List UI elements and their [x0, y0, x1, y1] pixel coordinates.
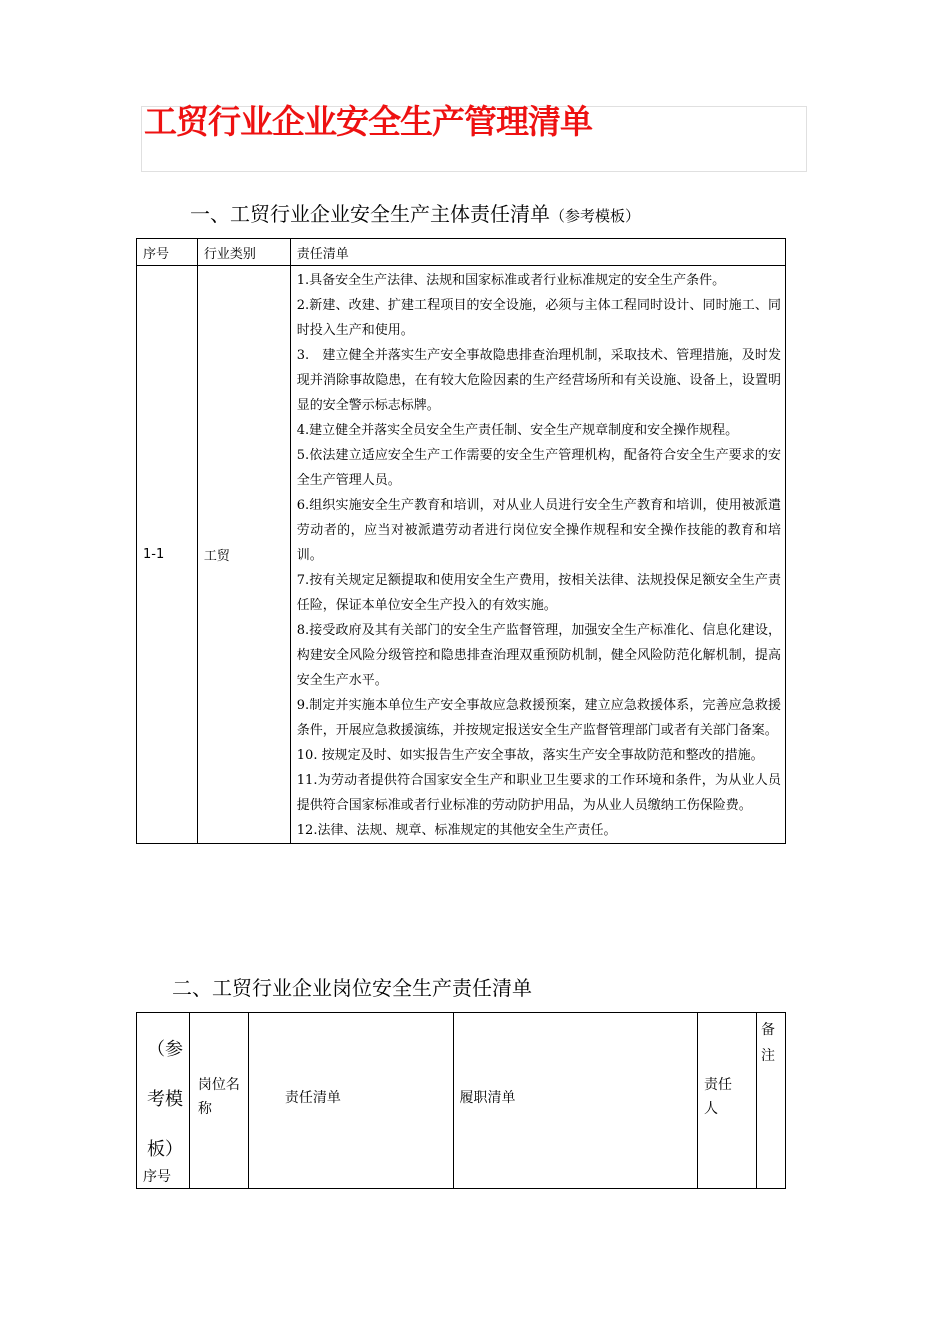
duty-item-6: 6.组织实施安全生产教育和培训，对从业人员进行安全生产教育和培训，使用被派遣劳动者的，应当对被派遣劳动者进行岗位安全操作规程和安全操作技能的教育和培训。 [296, 498, 781, 563]
section1-heading [190, 198, 640, 227]
seq-note-line-1: （参 [147, 1039, 183, 1060]
header-person: 责任人 [698, 1013, 757, 1189]
duty-item-8: 8.接受政府及其有关部门的安全生产监督管理，加强安全生产标准化、信息化建设，构建安全风险分级管控和隐患排查治理双重预防机制，健全风险防范化解机制，提高安全生产水平。 [296, 623, 781, 688]
header-perform-list: 履职清单 [453, 1013, 698, 1189]
header-duty-list: 责任清单 [290, 239, 785, 266]
header-post-name: 岗位名称 [189, 1013, 248, 1189]
seq-note-line-2: 考模 [147, 1089, 183, 1110]
header-seq [137, 1013, 190, 1189]
duty-item-11: 11.为劳动者提供符合国家安全生产和职业卫生要求的工作环境和条件，为从业人员提供符合国家标准或者行业标准的劳动防护用品，为从业人员缴纳工伤保险费。 [296, 773, 781, 813]
row-category: 工贸 [197, 266, 290, 844]
header-remark: 备注 [756, 1013, 785, 1189]
duty-item-12: 12.法律、法规、规章、标准规定的其他安全生产责任。 [296, 823, 617, 838]
table-header-row [137, 239, 786, 266]
duty-item-3: 3. 建立健全并落实生产安全事故隐患排查治理机制，采取技术、管理措施，及时发现并消除事故隐患，在有较大危险因素的生产经营场所和有关设施、设备上，设置明显的安全警示标志标牌。 [296, 348, 781, 413]
table-header-row [137, 1013, 786, 1189]
row-seq: 1-1 [137, 266, 198, 844]
row-duty-items [290, 266, 785, 844]
duty-item-4: 4.建立健全并落实全员安全生产责任制、安全生产规章制度和安全操作规程。 [296, 423, 739, 438]
table-row [137, 266, 786, 844]
duty-item-1: 1.具备安全生产法律、法规和国家标准或者行业标准规定的安全生产条件。 [296, 273, 726, 288]
header-category: 行业类别 [197, 239, 290, 266]
post-responsibility-table [136, 1012, 786, 1189]
duty-item-5: 5.依法建立适应安全生产工作需要的安全生产管理机构，配备符合安全生产要求的安全生产管理人员。 [296, 448, 781, 488]
document-title: 工贸行业企业安全生产管理清单 [144, 102, 592, 141]
seq-note-line-3: 板） [147, 1139, 183, 1160]
duty-item-10: 10. 按规定及时、如实报告生产安全事故，落实生产安全事故防范和整改的措施。 [296, 748, 764, 763]
duty-item-7: 7.按有关规定足额提取和使用安全生产费用，按相关法律、法规投保足额安全生产责任险，保证本单位安全生产投入的有效实施。 [296, 573, 781, 613]
header-seq: 序号 [137, 239, 198, 266]
section1-heading-note: （参考模板） [550, 207, 641, 225]
duty-item-9: 9.制定并实施本单位生产安全事故应急救援预案，建立应急救援体系，完善应急救援条件，开展应急救援演练，并按规定报送安全生产监督管理部门或者有关部门备案。 [296, 698, 781, 738]
section1-heading-text: 一、工贸行业企业安全生产主体责任清单 [190, 202, 550, 226]
duty-item-2: 2.新建、改建、扩建工程项目的安全设施，必须与主体工程同时设计、同时施工、同时投入生产和使用。 [296, 298, 781, 338]
seq-template-note [147, 1025, 183, 1175]
seq-label: 序号 [143, 1169, 171, 1185]
header-duty-list: 责任清单 [248, 1013, 453, 1189]
responsibility-table [136, 238, 786, 844]
section2-heading: 二、工贸行业企业岗位安全生产责任清单 [172, 976, 532, 1000]
